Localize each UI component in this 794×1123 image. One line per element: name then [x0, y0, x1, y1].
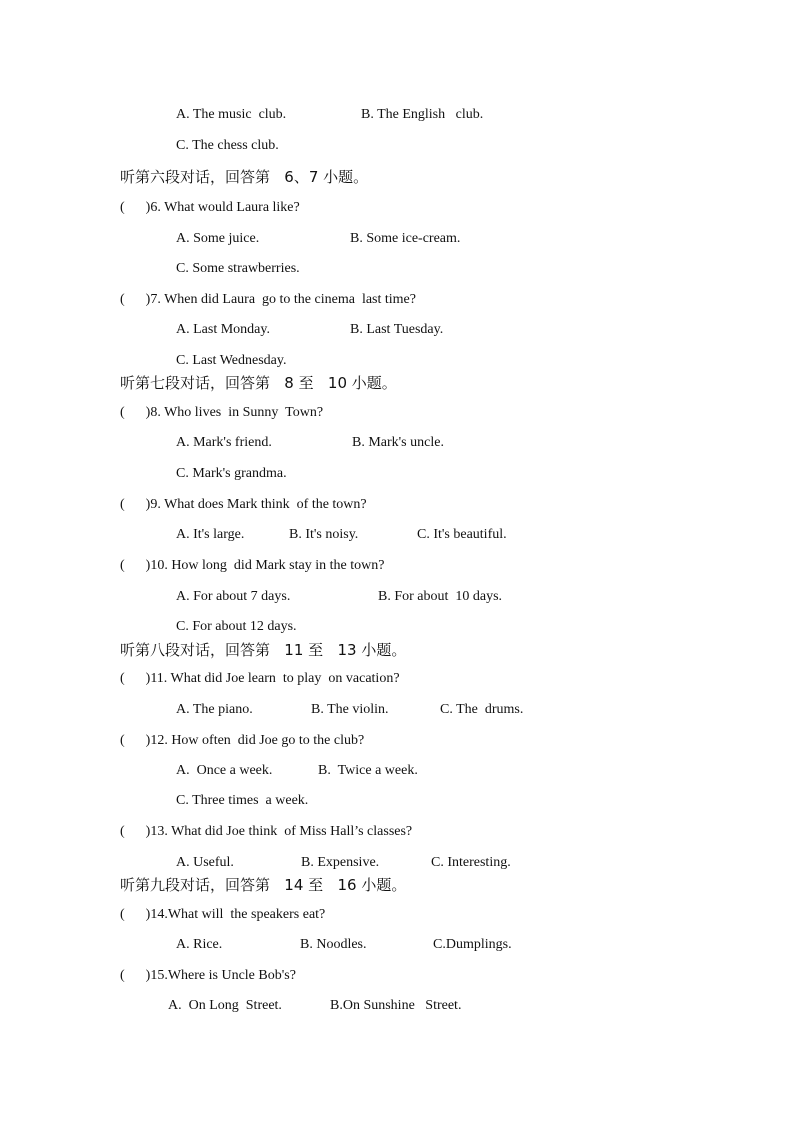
- section-heading: 听第九段对话，回答第 14 至 16 小题。: [120, 876, 407, 894]
- answer-option: A. It's large.: [176, 527, 245, 542]
- answer-option: B. Last Tuesday.: [350, 322, 444, 337]
- question-item: ( )9. What does Mark think of the town?: [120, 497, 367, 512]
- answer-option: A. Mark's friend.: [176, 435, 272, 450]
- question-item: ( )11. What did Joe learn to play on vacation?: [120, 671, 400, 686]
- section-heading: 听第七段对话，回答第 8 至 10 小题。: [120, 374, 397, 392]
- answer-option: A. Once a week.: [176, 763, 273, 778]
- section-heading: 听第八段对话，回答第 11 至 13 小题。: [120, 641, 407, 659]
- question-item: ( )14.What will the speakers eat?: [120, 907, 326, 922]
- answer-option: C. Some strawberries.: [176, 261, 300, 276]
- answer-option: C. Mark's grandma.: [176, 466, 287, 481]
- answer-option: A. For about 7 days.: [176, 589, 291, 604]
- question-item: ( )6. What would Laura like?: [120, 200, 300, 215]
- answer-option: C. For about 12 days.: [176, 619, 297, 634]
- question-item: ( )15.Where is Uncle Bob's?: [120, 968, 296, 983]
- answer-option: B.On Sunshine Street.: [330, 998, 462, 1013]
- answer-option: A. Last Monday.: [176, 322, 270, 337]
- answer-option: C. The chess club.: [176, 138, 279, 153]
- answer-option: B. Noodles.: [300, 937, 367, 952]
- answer-option: A. Some juice.: [176, 231, 260, 246]
- answer-option: A. The piano.: [176, 702, 253, 717]
- answer-option: C. Three times a week.: [176, 793, 309, 808]
- section-heading: 听第六段对话，回答第 6、7 小题。: [120, 168, 369, 186]
- answer-option: C. Interesting.: [431, 855, 511, 870]
- answer-option: B. Some ice-cream.: [350, 231, 461, 246]
- answer-option: A. The music club.: [176, 107, 287, 122]
- answer-option: B. The English club.: [361, 107, 484, 122]
- answer-option: B. The violin.: [311, 702, 389, 717]
- question-item: ( )7. When did Laura go to the cinema last time?: [120, 292, 416, 307]
- answer-option: B. Expensive.: [301, 855, 380, 870]
- answer-option: A. Useful.: [176, 855, 234, 870]
- answer-option: B. Twice a week.: [318, 763, 418, 778]
- answer-option: B. Mark's uncle.: [352, 435, 444, 450]
- answer-option: C. It's beautiful.: [417, 527, 507, 542]
- question-item: ( )8. Who lives in Sunny Town?: [120, 405, 324, 420]
- answer-option: C.Dumplings.: [433, 937, 512, 952]
- answer-option: C. Last Wednesday.: [176, 353, 287, 368]
- answer-option: B. It's noisy.: [289, 527, 359, 542]
- question-item: ( )10. How long did Mark stay in the town?: [120, 558, 385, 573]
- answer-option: A. Rice.: [176, 937, 223, 952]
- answer-option: A. On Long Street.: [168, 998, 282, 1013]
- question-item: ( )12. How often did Joe go to the club?: [120, 733, 365, 748]
- answer-option: C. The drums.: [440, 702, 524, 717]
- answer-option: B. For about 10 days.: [378, 589, 503, 604]
- question-item: ( )13. What did Joe think of Miss Hall’s classes?: [120, 824, 413, 839]
